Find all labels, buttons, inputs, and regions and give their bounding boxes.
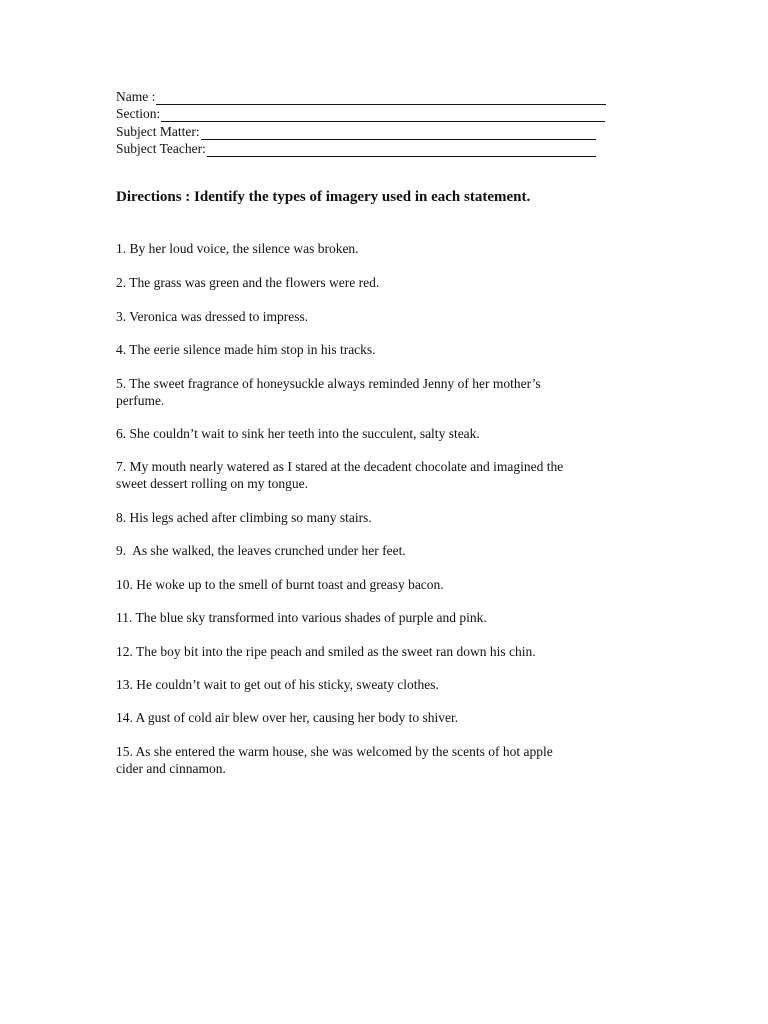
subject-matter-field xyxy=(116,122,616,140)
list-item xyxy=(116,458,636,492)
list-item xyxy=(116,509,636,526)
list-item xyxy=(116,308,636,325)
statement-text: 11. The blue sky transformed into various shades of purple and pink. xyxy=(116,610,487,625)
subject-teacher-blank-line xyxy=(207,145,596,157)
list-item xyxy=(116,341,636,358)
subject-teacher-label: Subject Teacher: xyxy=(116,141,206,156)
statement-text: 15. As she entered the warm house, she was welcomed by the scents of hot apple xyxy=(116,744,553,759)
list-item xyxy=(116,425,636,442)
statement-text: 14. A gust of cold air blew over her, causing her body to shiver. xyxy=(116,710,459,725)
section-blank-line xyxy=(161,110,605,122)
statement-text: 10. He woke up to the smell of burnt toast and greasy bacon. xyxy=(116,577,444,592)
subject-teacher-field xyxy=(116,140,616,158)
list-item xyxy=(116,709,636,726)
name-field xyxy=(116,87,616,105)
statement-text-continued: perfume. xyxy=(116,393,165,408)
list-item xyxy=(116,676,636,693)
section-field xyxy=(116,105,616,123)
statement-text: 5. The sweet fragrance of honeysuckle always reminded Jenny of her mother’s xyxy=(116,376,541,391)
subject-matter-blank-line xyxy=(201,128,596,140)
statement-text: 12. The boy bit into the ripe peach and smiled as the sweet ran down his chin. xyxy=(116,644,536,659)
list-item xyxy=(116,743,636,777)
statement-text: 4. The eerie silence made him stop in his tracks. xyxy=(116,342,376,357)
statement-text: 6. She couldn’t wait to sink her teeth into the succulent, salty steak. xyxy=(116,426,480,441)
name-blank-line xyxy=(156,93,606,105)
statement-text: 7. My mouth nearly watered as I stared at the decadent chocolate and imagined the xyxy=(116,459,564,474)
statement-text: 2. The grass was green and the flowers were red. xyxy=(116,275,380,290)
statement-text-continued: sweet dessert rolling on my tongue. xyxy=(116,476,308,491)
list-item xyxy=(116,643,636,660)
section-label: Section: xyxy=(116,106,161,121)
list-item xyxy=(116,542,636,559)
statement-text-continued: cider and cinnamon. xyxy=(116,761,226,776)
statement-list xyxy=(116,240,636,777)
student-info-fields xyxy=(116,87,616,157)
list-item xyxy=(116,375,636,409)
statement-text: 13. He couldn’t wait to get out of his sticky, sweaty clothes. xyxy=(116,677,439,692)
directions-heading: Directions : Identify the types of imagery used in each statement. xyxy=(116,189,531,205)
list-item xyxy=(116,576,636,593)
list-item xyxy=(116,240,636,257)
subject-matter-label: Subject Matter: xyxy=(116,123,200,139)
list-item xyxy=(116,274,636,291)
list-item xyxy=(116,609,636,626)
statement-text: 9. As she walked, the leaves crunched under her feet. xyxy=(116,543,406,558)
statement-text: 1. By her loud voice, the silence was broken. xyxy=(116,241,359,256)
statement-text: 8. His legs ached after climbing so many stairs. xyxy=(116,510,372,525)
name-label: Name : xyxy=(116,88,156,104)
statement-text: 3. Veronica was dressed to impress. xyxy=(116,309,309,324)
